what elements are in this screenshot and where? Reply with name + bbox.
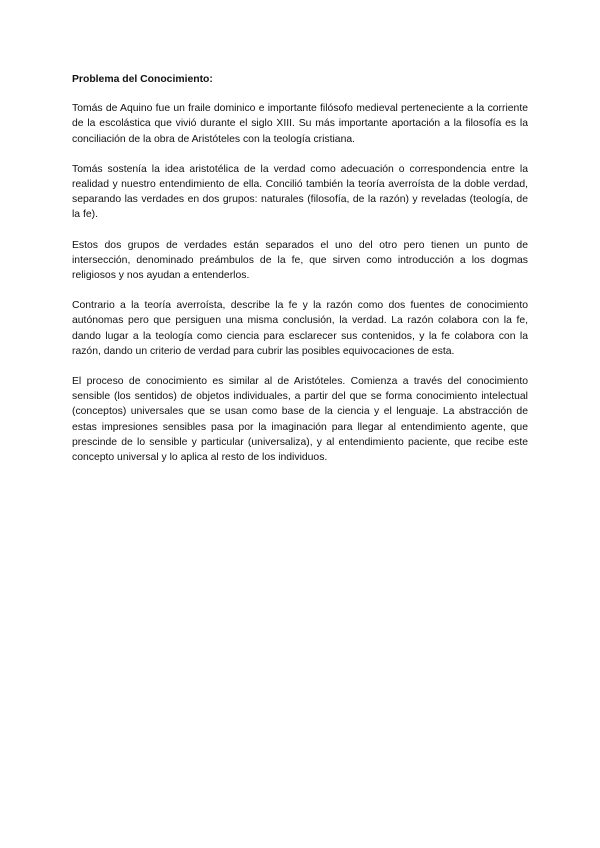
document-page — [72, 72, 528, 480]
paragraph-faith-reason: Contrario a la teoría averroísta, describe la fe y la razón como dos fuentes de conocimiento autónomas pero que persiguen una misma conclusión, la verdad. La razón colabora con la fe, dando lugar a la teología como ciencia para esclarecer sus contenidos, y la fe colabora con la razón, dando un criterio de verdad para cubrir las posibles equivocaciones de esta. — [72, 300, 528, 357]
paragraph-knowledge-process: El proceso de conocimiento es similar al de Aristóteles. Comienza a través del conocimiento sensible (los sentidos) de objetos individuales, a partir del que se forma conocimiento intelectual (conceptos) universales que se usan como base de la ciencia y el lenguaje. La abstracción de estas impresiones sensibles pasa por la imaginación para llegar al entendimiento agente, que prescinde de lo sensible y particular (universaliza), y al entendimiento paciente, que recibe este concepto universal y lo aplica al resto de los individuos. — [72, 376, 528, 464]
paragraph-truth: Tomás sostenía la idea aristotélica de la verdad como adecuación o correspondencia entre la realidad y nuestro entendimiento de ella. Concilió también la teoría averroísta de la doble verdad, separando las verdades en dos grupos: naturales (filosofía, de la razón) y reveladas (teología, de la fe). — [72, 163, 528, 221]
document-title: Problema del Conocimiento: — [72, 74, 213, 85]
paragraph-preambles: Estos dos grupos de verdades están separados el uno del otro pero tienen un punto de intersección, denominado preámbulos de la fe, que sirven como introducción a los dogmas religiosos y nos ayudan a entenderlos. — [72, 239, 528, 282]
paragraph-intro: Tomás de Aquino fue un fraile dominico e importante filósofo medieval perteneciente a la corriente de la escolástica que vivió durante el siglo XIII. Su más importante aportación a la filosofía es la conciliación de la obra de Aristóteles con la teología cristiana. — [72, 103, 528, 145]
